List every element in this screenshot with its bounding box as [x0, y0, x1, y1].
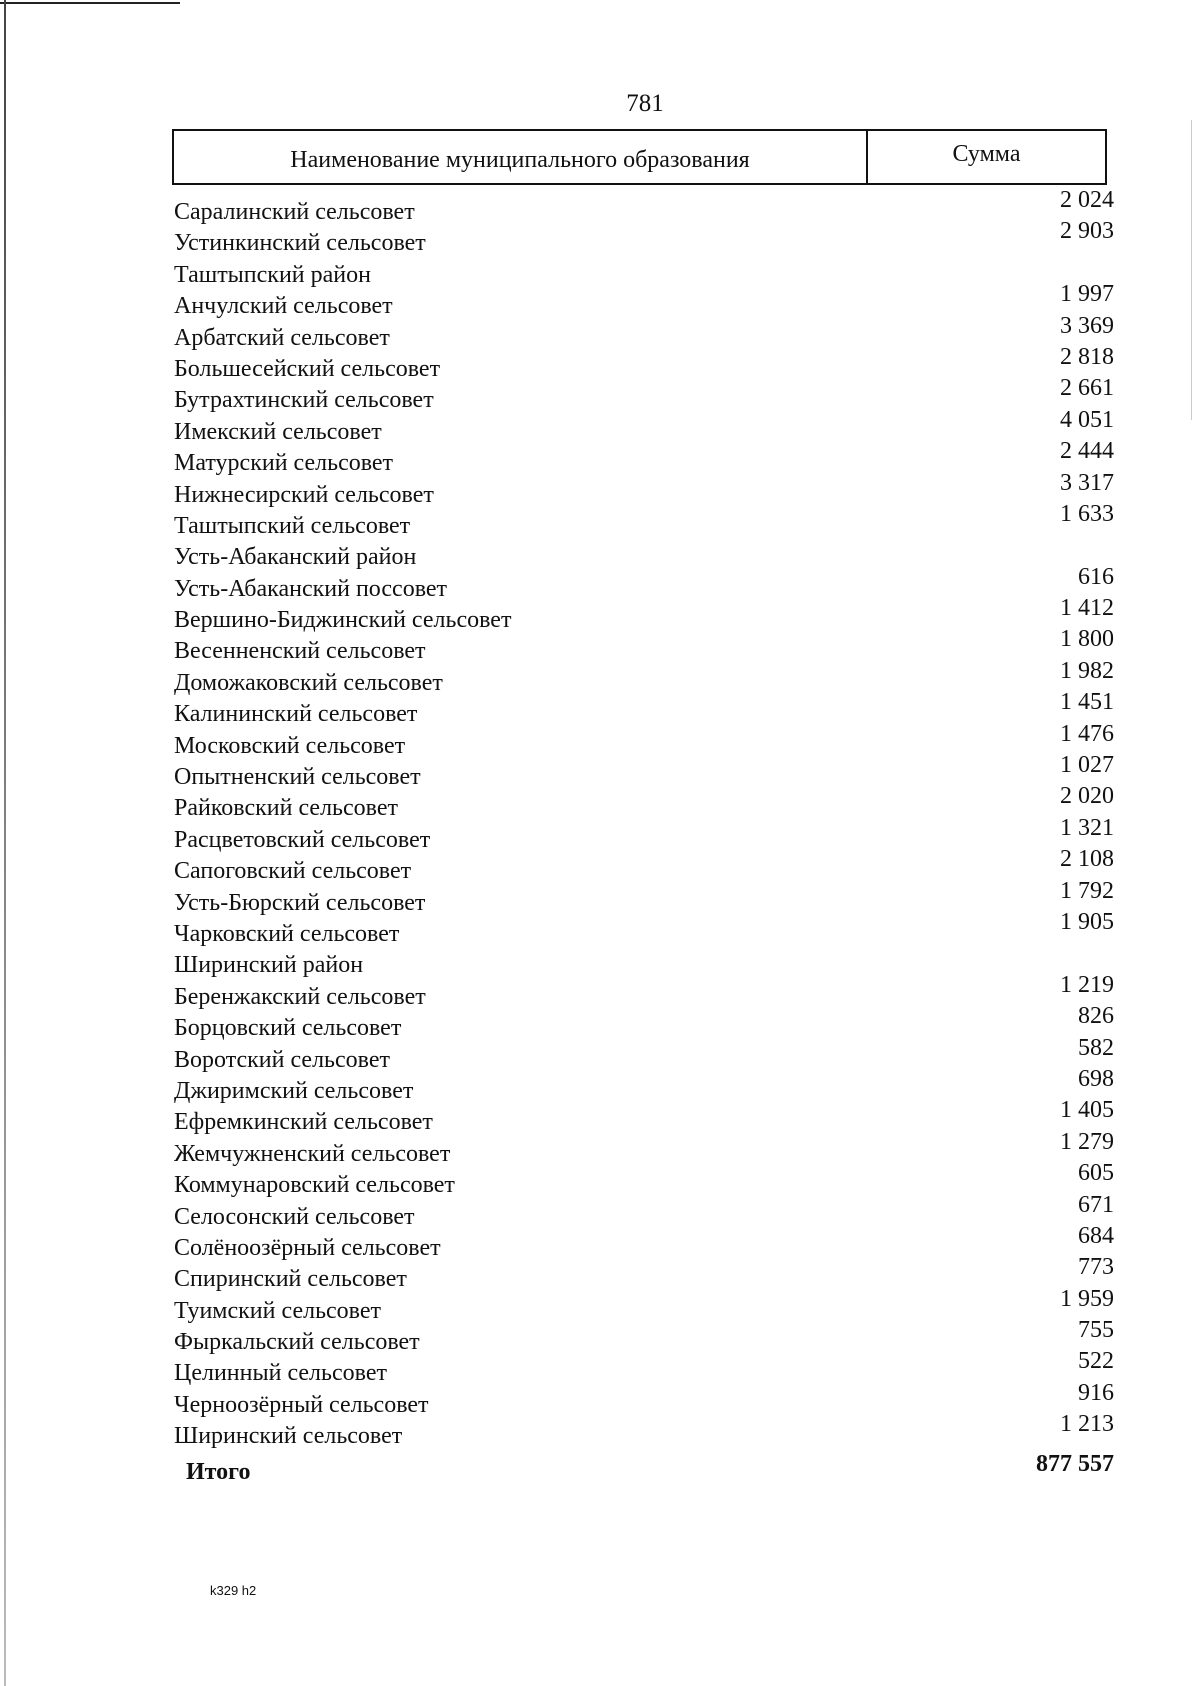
table-row	[174, 1411, 1114, 1450]
table-row	[174, 343, 1114, 383]
scan-artifact-right-edge	[1191, 120, 1192, 420]
row-name: Спиринский сельсовет	[174, 1266, 407, 1293]
row-name: Ширинский район	[174, 952, 364, 979]
table-row	[174, 469, 1114, 509]
row-sum: 2 024	[1060, 187, 1114, 213]
row-sum: 2 020	[1060, 783, 1114, 810]
table-row	[174, 1285, 1114, 1325]
row-sum: 3 369	[1060, 312, 1114, 339]
table-row	[174, 1222, 1114, 1262]
table-row	[174, 540, 1114, 571]
table-row	[174, 1348, 1114, 1387]
row-name: Фыркальский сельсовет	[174, 1329, 420, 1356]
table-row	[174, 1379, 1114, 1419]
row-sum: 605	[1078, 1160, 1114, 1187]
table-row	[174, 1191, 1114, 1231]
total-sum: 877 557	[1036, 1450, 1114, 1477]
row-name: Чарковский сельсовет	[174, 920, 400, 947]
row-name: Большесейский сельсовет	[174, 355, 441, 382]
table-row	[174, 752, 1114, 791]
row-sum: 1 997	[1060, 281, 1114, 308]
row-name: Московский сельсовет	[174, 732, 406, 759]
row-sum: 2 903	[1060, 218, 1114, 245]
table-row	[174, 375, 1114, 414]
table-row	[174, 1003, 1114, 1042]
row-name: Сапоговский сельсовет	[174, 858, 412, 885]
row-sum: 1 405	[1060, 1097, 1114, 1124]
table-row	[174, 1128, 1114, 1168]
row-name: Жемчужненский сельсовет	[174, 1140, 451, 1167]
table-row	[174, 908, 1114, 948]
row-name: Анчулский сельсовет	[174, 293, 393, 320]
row-sum: 916	[1078, 1379, 1114, 1406]
row-name: Таштыпский район	[174, 261, 371, 288]
row-name: Ширинский сельсовет	[174, 1423, 403, 1450]
table-row	[174, 1034, 1114, 1074]
row-name: Доможаковский сельсовет	[174, 669, 443, 696]
row-sum: 2 818	[1060, 343, 1114, 370]
scan-artifact-left-edge	[4, 0, 6, 1686]
header-sum-column: Сумма	[952, 140, 1021, 167]
table-row	[174, 720, 1114, 760]
row-name: Расцветовский сельсовет	[174, 826, 431, 853]
row-sum: 1 219	[1060, 971, 1114, 998]
table-row	[174, 258, 1114, 289]
row-sum: 755	[1078, 1317, 1114, 1344]
row-sum: 1 412	[1060, 595, 1114, 622]
table-row	[174, 846, 1114, 885]
row-name: Коммунаровский сельсовет	[174, 1172, 455, 1199]
table-row	[174, 1065, 1114, 1105]
table-row	[174, 1097, 1114, 1136]
table-row	[174, 1317, 1114, 1356]
row-name: Усть-Абаканский поссовет	[174, 575, 448, 602]
row-sum: 1 027	[1060, 752, 1114, 779]
table-row	[174, 438, 1114, 477]
row-sum: 4 051	[1060, 406, 1114, 433]
row-sum: 2 108	[1060, 846, 1114, 873]
row-sum: 1 800	[1060, 626, 1114, 653]
row-name: Устинкинский сельсовет	[174, 230, 426, 257]
row-name: Опытненский сельсовет	[174, 764, 421, 791]
row-sum: 698	[1078, 1065, 1114, 1092]
total-label: Итого	[186, 1458, 251, 1485]
row-sum: 1 633	[1060, 500, 1114, 527]
row-name: Арбатский сельсовет	[174, 324, 390, 351]
row-sum: 1 959	[1060, 1285, 1114, 1312]
row-name: Саралинский сельсовет	[174, 199, 415, 225]
row-name: Беренжакский сельсовет	[174, 983, 426, 1010]
row-sum: 826	[1078, 1003, 1114, 1030]
table-row	[174, 877, 1114, 917]
table-row	[174, 948, 1114, 979]
table-row	[174, 595, 1114, 634]
row-name: Ефремкинский сельсовет	[174, 1109, 433, 1136]
table-row	[174, 406, 1114, 446]
row-name: Весенненский сельсовет	[174, 638, 426, 665]
table-row	[174, 626, 1114, 665]
row-sum: 1 982	[1060, 657, 1114, 684]
table-row	[174, 689, 1114, 728]
row-sum: 773	[1078, 1254, 1114, 1281]
table-row	[174, 281, 1114, 320]
table-row	[174, 187, 1114, 226]
row-sum: 1 451	[1060, 689, 1114, 716]
row-sum: 1 476	[1060, 720, 1114, 747]
table-row	[174, 1160, 1114, 1199]
footer-code: k329 h2	[210, 1583, 257, 1598]
row-name: Джиримский сельсовет	[174, 1077, 414, 1104]
table-row	[174, 657, 1114, 697]
page-number: 781	[626, 90, 664, 117]
row-sum: 2 444	[1060, 438, 1114, 465]
row-name: Туимский сельсовет	[174, 1297, 381, 1324]
scan-artifact-top-line	[0, 2, 180, 4]
row-name: Борцовский сельсовет	[174, 1015, 402, 1042]
table-row	[174, 971, 1114, 1011]
row-sum: 1 279	[1060, 1128, 1114, 1155]
row-sum: 1 321	[1060, 814, 1114, 841]
row-name: Бутрахтинский сельсовет	[174, 387, 434, 414]
row-name: Имекский сельсовет	[174, 418, 382, 445]
row-name: Вершино-Биджинский сельсовет	[174, 607, 512, 634]
table-header	[172, 129, 1107, 185]
header-name-column: Наименование муниципального образования	[174, 131, 868, 183]
row-name: Целинный сельсовет	[174, 1360, 387, 1387]
row-sum: 1 905	[1060, 908, 1114, 935]
row-name: Райковский сельсовет	[174, 795, 398, 822]
total-row	[174, 1450, 1114, 1485]
row-name: Нижнесирский сельсовет	[174, 481, 434, 508]
row-name: Усть-Бюрский сельсовет	[174, 889, 426, 916]
table-row	[174, 312, 1114, 352]
table-row	[174, 814, 1114, 854]
row-sum: 3 317	[1060, 469, 1114, 496]
row-name: Матурский сельсовет	[174, 450, 394, 477]
row-sum: 582	[1078, 1034, 1114, 1061]
row-sum: 616	[1078, 563, 1114, 590]
table-row	[174, 1254, 1114, 1293]
row-sum: 1 792	[1060, 877, 1114, 904]
table-body	[174, 187, 1114, 1485]
row-name: Солёноозёрный сельсовет	[174, 1234, 441, 1261]
table-row	[174, 218, 1114, 257]
row-name: Селосонский сельсовет	[174, 1203, 415, 1230]
table-row	[174, 783, 1114, 822]
row-sum: 684	[1078, 1222, 1114, 1249]
row-sum: 2 661	[1060, 375, 1114, 402]
table-row	[174, 500, 1114, 540]
row-name: Воротский сельсовет	[174, 1046, 390, 1073]
row-name: Таштыпский сельсовет	[174, 512, 411, 539]
table-row	[174, 563, 1114, 603]
row-name: Калининский сельсовет	[174, 701, 418, 728]
row-sum: 522	[1078, 1348, 1114, 1375]
row-name: Усть-Абаканский район	[174, 544, 417, 571]
row-name: Черноозёрный сельсовет	[174, 1391, 429, 1418]
row-sum: 671	[1078, 1191, 1114, 1218]
row-sum: 1 213	[1060, 1411, 1114, 1438]
